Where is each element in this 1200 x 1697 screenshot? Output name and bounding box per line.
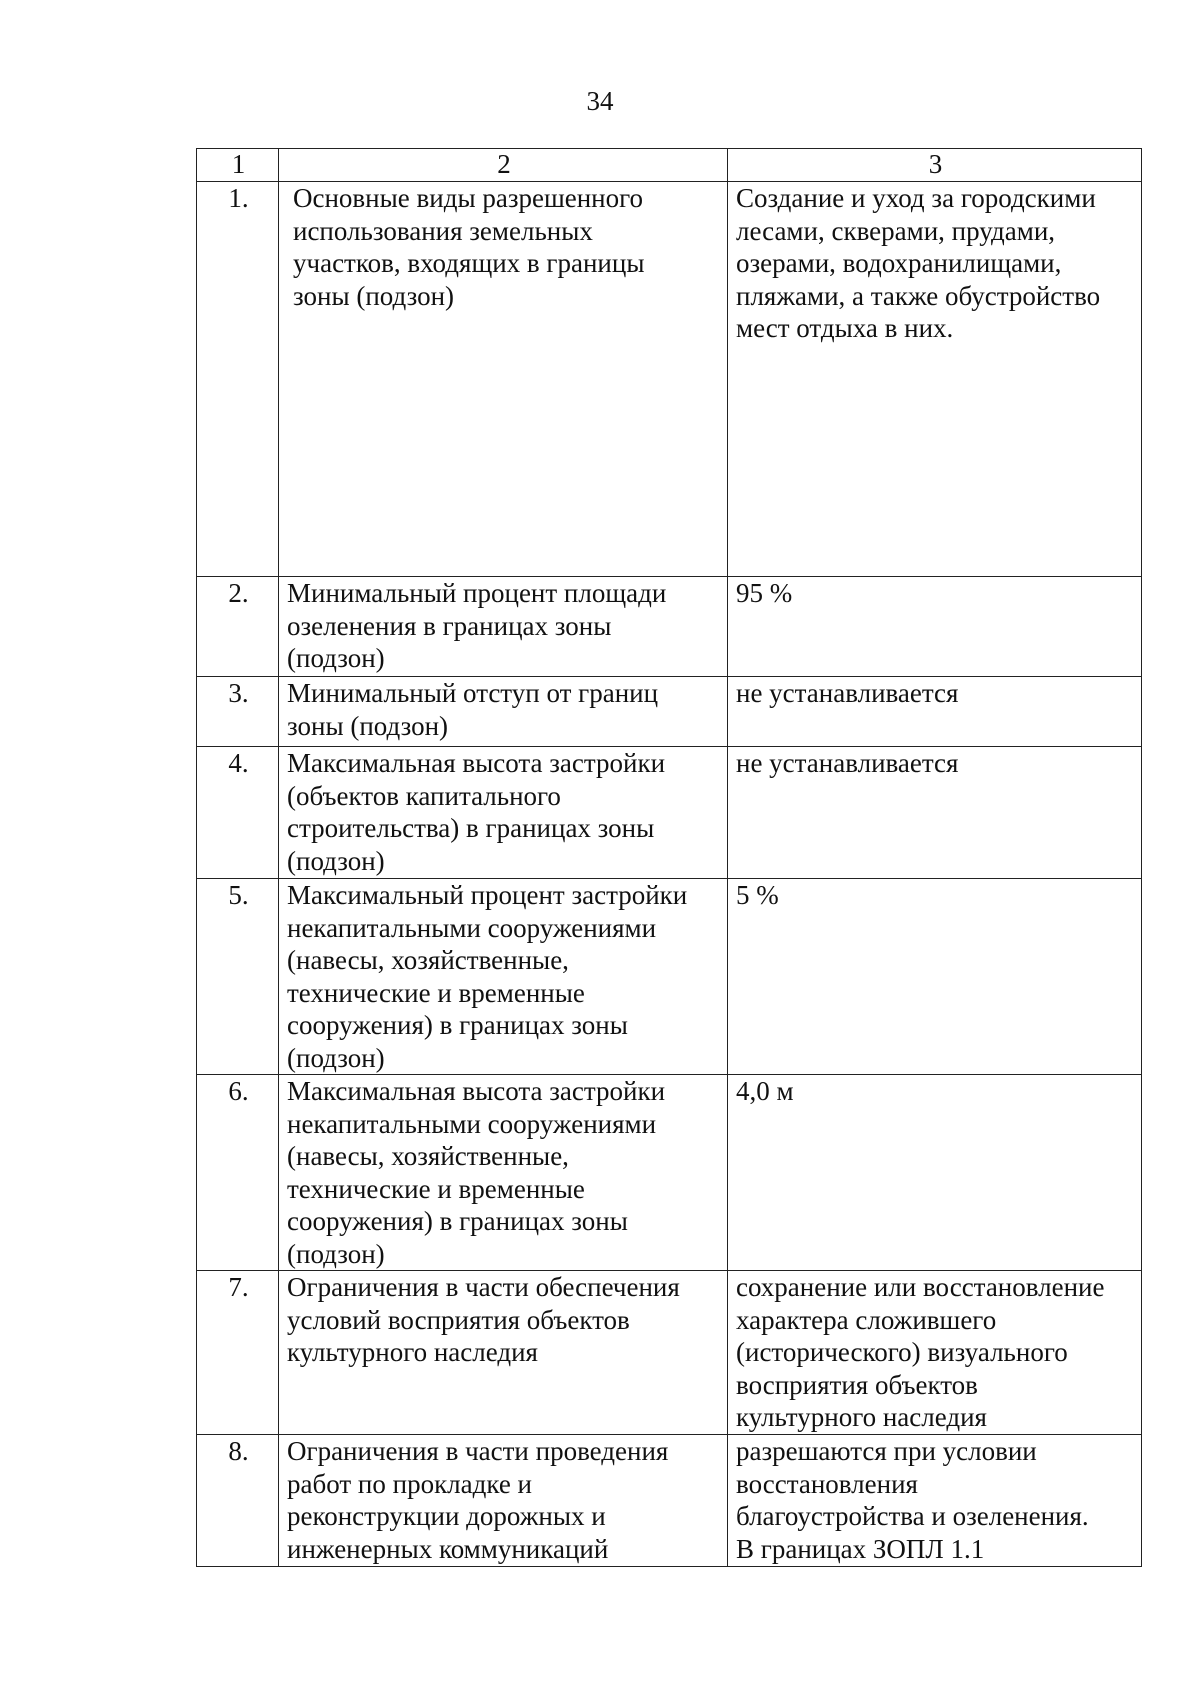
parameter-cell: Ограничения в части обеспечения условий восприятия объектов культурного наследия xyxy=(279,1271,728,1435)
value-cell: Создание и уход за городскими лесами, скверами, прудами, озерами, водохранилищами, пляжами, а также обустройство мест отдыха в них. xyxy=(728,182,1142,577)
row-number: 1. xyxy=(197,182,279,577)
row-number: 2. xyxy=(197,577,279,677)
parameter-cell: Ограничения в части проведения работ по прокладке и реконструкции дорожных и инженерных коммуникаций xyxy=(279,1435,728,1567)
row-number: 7. xyxy=(197,1271,279,1435)
zoning-parameters-table xyxy=(196,148,1142,1567)
table-row xyxy=(197,1271,1142,1435)
table-row xyxy=(197,577,1142,677)
parameter-cell: Минимальный процент площади озеленения в границах зоны (подзон) xyxy=(279,577,728,677)
table-row xyxy=(197,1075,1142,1271)
table-row xyxy=(197,677,1142,747)
value-cell: 4,0 м xyxy=(728,1075,1142,1271)
column-header-2: 2 xyxy=(279,149,728,182)
page-number: 34 xyxy=(586,86,614,116)
row-number: 6. xyxy=(197,1075,279,1271)
table-header-row xyxy=(197,149,1142,182)
value-cell: сохранение или восстановление характера сложившего (исторического) визуального восприятия объектов культурного наследия xyxy=(728,1271,1142,1435)
value-cell: не устанавливается xyxy=(728,747,1142,879)
column-header-1: 1 xyxy=(197,149,279,182)
table-row xyxy=(197,182,1142,577)
row-number: 4. xyxy=(197,747,279,879)
table-row xyxy=(197,747,1142,879)
parameter-cell: Максимальная высота застройки (объектов капитального строительства) в границах зоны (подзон) xyxy=(279,747,728,879)
table-row xyxy=(197,879,1142,1075)
parameter-cell: Основные виды разрешенного использования земельных участков, входящих в границы зоны (подзон) xyxy=(279,182,728,577)
parameter-cell: Максимальная высота застройки некапитальными сооружениями (навесы, хозяйственные, технические и временные сооружения) в границах зоны (подзон) xyxy=(279,1075,728,1271)
row-number: 8. xyxy=(197,1435,279,1567)
parameter-cell: Минимальный отступ от границ зоны (подзон) xyxy=(279,677,728,747)
value-cell: разрешаются при условии восстановления благоустройства и озеленения. В границах ЗОПЛ 1.1 xyxy=(728,1435,1142,1567)
column-header-3: 3 xyxy=(728,149,1142,182)
table-row xyxy=(197,1435,1142,1567)
value-cell: не устанавливается xyxy=(728,677,1142,747)
row-number: 5. xyxy=(197,879,279,1075)
parameter-cell: Максимальный процент застройки некапитальными сооружениями (навесы, хозяйственные, технические и временные сооружения) в границах зоны (подзон) xyxy=(279,879,728,1075)
value-cell: 5 % xyxy=(728,879,1142,1075)
row-number: 3. xyxy=(197,677,279,747)
value-cell: 95 % xyxy=(728,577,1142,677)
